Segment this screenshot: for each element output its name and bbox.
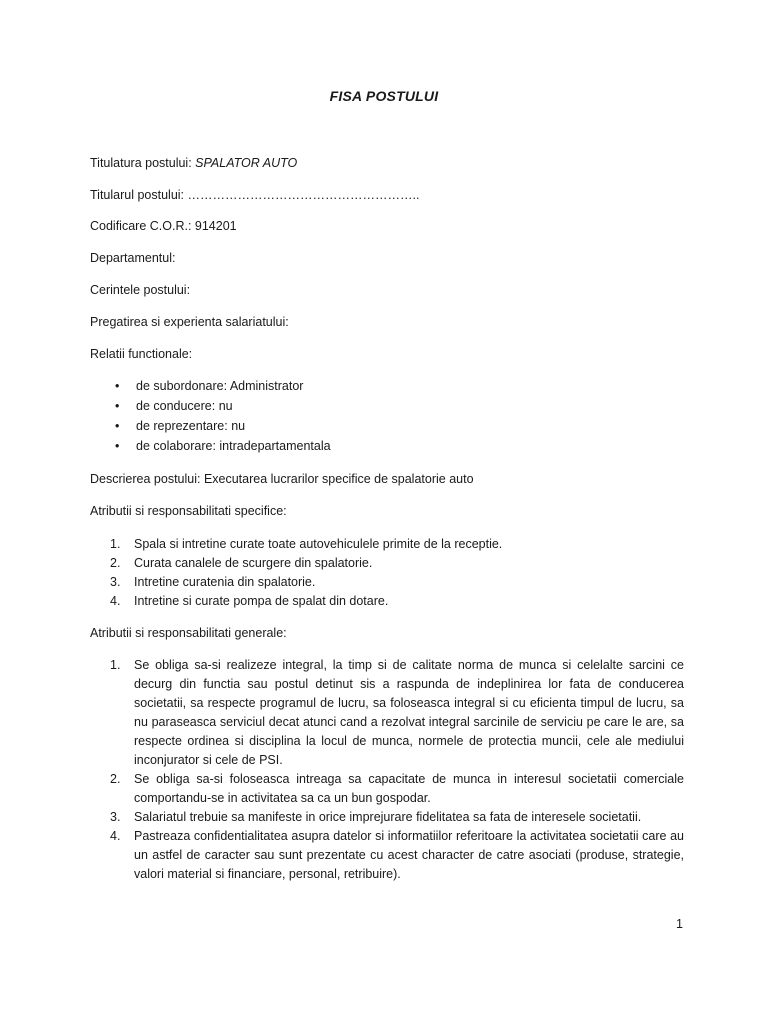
list-item: • de colaborare: intradepartamentala [115,439,331,453]
list-item: 4. Intretine si curate pompa de spalat din dotare. [110,594,389,608]
bullet-icon: • [115,379,120,393]
page-number: 1 [676,917,683,931]
list-item: 1. Spala si intretine curate toate autovehiculele primite de la receptie. [110,537,503,551]
field-cerintele: Cerintele postului: [90,283,191,297]
atributii-specifice-heading: Atributii si responsabilitati specifice: [90,504,287,518]
field-pregatirea: Pregatirea si experienta salariatului: [90,315,289,329]
atributii-specifice-list [90,535,502,611]
list-item: 2. Se obliga sa-si foloseasca intreaga sa capacitate de munca in interesul societatii comerciale comportandu-se in activitatea sa ca un bun gospodar. [110,772,684,805]
field-descrierea: Descrierea postului: Executarea lucrarilor specifice de spalatorie auto [90,472,474,486]
list-item: • de reprezentare: nu [115,419,246,433]
field-relatii: Relatii functionale: [90,347,193,361]
bullet-icon: • [115,439,120,453]
list-item: 4. Pastreaza confidentialitatea asupra datelor si informatiilor referitoare la activitatea societatii care au un astfel de caracter sau sunt prezentate cu acest character de catre asociati (produse, strategie, valori material si financiare, personal, retribuire). [110,829,684,881]
field-titularul: Titularul postului: ……………………………………………….. [90,188,420,202]
list-item: • de conducere: nu [115,399,233,413]
titulatura-label: Titulatura postului: [90,156,196,170]
list-item: 2. Curata canalele de scurgere din spalatorie. [110,556,373,570]
list-item: 3. Salariatul trebuie sa manifeste in orice imprejurare fidelitatea sa fata de interesele societatii. [110,810,642,824]
list-item: 3. Intretine curatenia din spalatorie. [110,575,316,589]
atributii-generale-list [90,656,684,884]
list-item: 1. Se obliga sa-si realizeze integral, la timp si de calitate norma de munca si celelalte sarcini ce decurg din functia sau postul detinut sis a raspunda de indeplinirea lor fata de conducerea societatii, sa respecte programul de lucru, sa foloseasca integral si cu eficienta timpul de lucru, sa nu paraseasca serviciul decat atunci cand a rezolvat integral sarcinile de serviciu pe care le are, sa respecte ordinea si disciplina la locul de munca, normele de protectia muncii, cele ale mediului inconjurator si cele de PSI. [110,658,684,767]
document-title: FISA POSTULUI [329,88,439,104]
bullet-icon: • [115,399,120,413]
field-departamentul: Departamentul: [90,251,176,265]
field-titulatura [90,155,297,171]
atributii-generale-heading: Atributii si responsabilitati generale: [90,626,287,640]
bullet-icon: • [115,419,120,433]
list-item: • de subordonare: Administrator [115,379,304,393]
field-codificare: Codificare C.O.R.: 914201 [90,219,237,233]
titulatura-value: SPALATOR AUTO [195,156,298,170]
relatii-list [90,378,331,458]
